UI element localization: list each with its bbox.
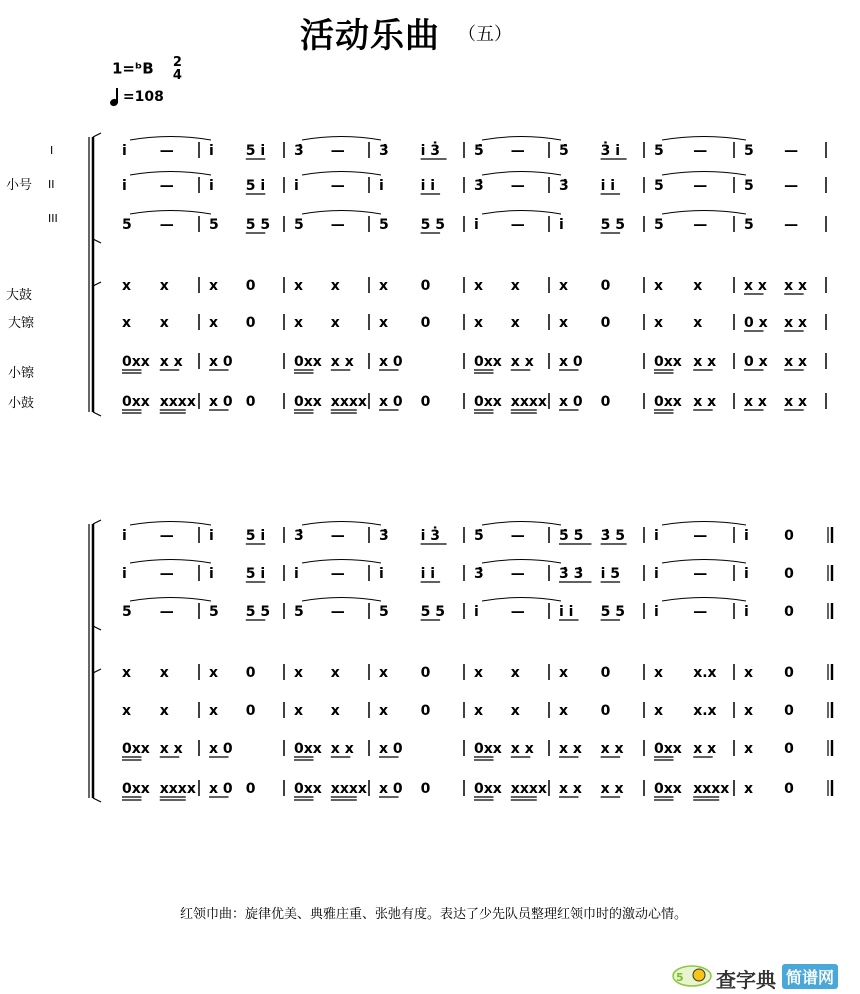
system2-row6-note: 0xx (654, 741, 682, 757)
system2-row7-note: 0 (245, 781, 256, 797)
system1-row7-note: xxxx (330, 394, 367, 410)
system1-row6-note: 0xx (474, 354, 502, 370)
system1-row5-note: x (510, 315, 520, 331)
system1-bracket-hook-top (93, 133, 101, 137)
system2-row3-note: — (330, 604, 345, 620)
system2-row7-note: 0 (420, 781, 431, 797)
trumpet-label: 小号 (6, 178, 33, 193)
system2-row2-note: i (122, 566, 127, 582)
system2-row3-note: 5 (209, 604, 219, 620)
system1-row5-note: 0 (420, 315, 431, 331)
site-name: 查字典 (716, 968, 776, 992)
system2-row3-note: — (159, 604, 174, 620)
system1-drum-hook-bottom (93, 412, 101, 416)
system1-row4-note: x (159, 278, 169, 294)
system2-row1-note: i (122, 528, 127, 544)
system1-row5-note: x (559, 315, 569, 331)
system1-row1-note: 5 (744, 143, 754, 159)
system2-row7-note: 0xx (122, 781, 150, 797)
system2-row7-note: 0xx (654, 781, 682, 797)
system2-row4-note: x (209, 665, 219, 681)
system2-tie (130, 598, 211, 602)
system2-row6-note: x 0 (379, 741, 403, 757)
system2-row1-note: 3̇ 5 (600, 528, 625, 544)
system1-row5-note: x (122, 315, 132, 331)
system2-row2-note: 0 (784, 566, 794, 582)
system1-tie (482, 211, 561, 215)
system2-row1-note: — (330, 528, 345, 544)
system2-row2-note: i (379, 566, 384, 582)
system1-row2-note: — (693, 178, 708, 194)
system1-row6-note: x x (330, 354, 354, 370)
system1-row6-note: 0 x (744, 354, 768, 370)
system1-tie (662, 137, 746, 141)
system1-row2-note: i (209, 178, 214, 194)
system2-row1-note: i (744, 528, 749, 544)
song-subtitle: （五） (458, 24, 512, 45)
system1-row7-note: 0 (420, 394, 431, 410)
system2-row5-note: 0 (420, 703, 431, 719)
system1-row7-note: 0xx (122, 394, 150, 410)
system2-row4-note: x (474, 665, 484, 681)
system2-row1-note: 3̇ (294, 528, 304, 544)
system2-row2-note: i (209, 566, 214, 582)
system2-row5-note: x (209, 703, 219, 719)
system2-row6-note: x x (159, 741, 183, 757)
system2-row4-note: x (294, 665, 304, 681)
system2-row7-note: xxxx (693, 781, 730, 797)
system1-tie (302, 172, 381, 176)
system1-row5-note: x (294, 315, 304, 331)
system1-row3-note: i (559, 217, 564, 233)
system2-row7-note: x x (600, 781, 624, 797)
system2-row4-note: x (330, 665, 340, 681)
system2-row7-note: 0 (784, 781, 794, 797)
system1-row3-note: 5 (744, 217, 754, 233)
system1-row7-note: xxxx (510, 394, 547, 410)
system1-row2-note: — (330, 178, 345, 194)
system2-row3-note: — (510, 604, 525, 620)
system1-row1-note: 5 (654, 143, 664, 159)
system1-row2-note: i (122, 178, 127, 194)
system2-row2-note: — (510, 566, 525, 582)
system1-tie (482, 137, 561, 141)
system1-tie (130, 211, 211, 215)
system1-row6-note: x x (159, 354, 183, 370)
system1-row3-note: 5 (379, 217, 389, 233)
system1-row5-note: x (379, 315, 389, 331)
voice-label-2: II (48, 178, 55, 191)
system1-row7-note: x 0 (559, 394, 583, 410)
bass-drum-label: 大鼓 (6, 288, 33, 303)
system1-row7-note: 0xx (474, 394, 502, 410)
system1-row5-note: 0 x (744, 315, 768, 331)
system2-row2-note: i i (420, 566, 436, 582)
time-bottom: 4 (172, 68, 182, 83)
system1-row7-note: x 0 (209, 394, 233, 410)
tempo-value: =108 (122, 89, 164, 105)
system1-row2-note: i (379, 178, 384, 194)
system2-tie (302, 560, 381, 564)
system1-row4-note: x x (744, 278, 767, 294)
system2-row6-note: 0xx (122, 741, 150, 757)
system1-tie (662, 172, 746, 176)
system2-row2-note: — (693, 566, 708, 582)
system1-row7-note: 0xx (294, 394, 322, 410)
system1-row2-note: 3̇ (559, 178, 569, 194)
system2-row2-note: i 5 (600, 566, 621, 582)
system1-row6-note: x 0 (559, 354, 583, 370)
system1-row4-note: x (379, 278, 389, 294)
system2-row2-note: i (744, 566, 749, 582)
system2-row2-note: — (330, 566, 345, 582)
system1-row4-note: x (654, 278, 664, 294)
system1-row4-note: x (474, 278, 484, 294)
small-cymbal-label: 小镲 (8, 366, 35, 381)
system1-tie (302, 211, 381, 215)
system1-row6-note: 0xx (294, 354, 322, 370)
system1-row5-note: x (693, 315, 703, 331)
system2-row3-note: 5 (294, 604, 304, 620)
description-caption: 红领巾曲：旋律优美、典雅庄重、张弛有度。表达了少先队员整理红领巾时的激动心情。 (180, 907, 688, 922)
system2-row2-note: 5 i (245, 566, 266, 582)
system2-row1-note: 5̇ 5̇ (559, 528, 584, 544)
system2-row1-note: 5̇ (474, 528, 484, 544)
system2-drum-hook-bottom (93, 798, 101, 802)
system2-row1-note: — (159, 528, 174, 544)
system1-row5-note: x x (784, 315, 808, 331)
system2-row5-note: x.x (693, 703, 717, 719)
system2-row3-note: 5 (379, 604, 389, 620)
system2-row4-note: x (559, 665, 569, 681)
system2-row3-note: — (693, 604, 708, 620)
system2-row7-note: xxxx (330, 781, 367, 797)
system2-row5-note: 0 (600, 703, 611, 719)
system2-tie (482, 522, 561, 526)
system2-row5-note: x (294, 703, 304, 719)
system1-row1-note: 3̇ (294, 143, 304, 159)
system2-row5-note: x (379, 703, 389, 719)
system1-row4-note: x (294, 278, 304, 294)
system1-row6-note: x 0 (379, 354, 403, 370)
system2-row3-note: 0 (784, 604, 794, 620)
system1-row3-note: — (159, 217, 174, 233)
system1-row4-note: x (510, 278, 520, 294)
system1-row5-note: x (159, 315, 169, 331)
system1-row2-note: — (510, 178, 525, 194)
system1-row1-note: i (209, 143, 214, 159)
system1-row1-note: — (330, 143, 345, 159)
system1-row6-note: x 0 (209, 354, 233, 370)
system1-row4-note: x (122, 278, 132, 294)
system2-row2-note: i (294, 566, 299, 582)
system2-tie (302, 522, 381, 526)
system1-row5-note: x (474, 315, 484, 331)
system1-row4-note: x (693, 278, 703, 294)
system2-row4-note: x (122, 665, 132, 681)
system1-row5-note: 0 (600, 315, 611, 331)
system1-row7-note: 0xx (654, 394, 682, 410)
system2-row3-note: i (474, 604, 479, 620)
system2-tie (662, 522, 746, 526)
system1-row1-note: 5̇ (559, 143, 569, 159)
system1-row2-note: i i (420, 178, 436, 194)
system2-row4-note: x (744, 665, 754, 681)
system1-row7-note: x 0 (379, 394, 403, 410)
system1-row5-note: 0 (245, 315, 256, 331)
time-top: 2 (172, 55, 182, 70)
system2-row2-note: — (159, 566, 174, 582)
system2-row3-note: i (744, 604, 749, 620)
system1-row3-note: 5 (294, 217, 304, 233)
system2-row4-note: x (510, 665, 520, 681)
system2-row4-note: 0 (420, 665, 431, 681)
system1-row2-note: — (159, 178, 174, 194)
system2-row6-note: 0 (784, 741, 794, 757)
system2-tie (482, 560, 561, 564)
system1-row1-note: — (693, 143, 708, 159)
system1-row7-note: x x (693, 394, 717, 410)
key-label: 1=ᵇB (112, 59, 154, 78)
system1-row4-note: x x (784, 278, 808, 294)
system1-row1-note: 3̇ (379, 143, 389, 159)
system1-row2-note: 5 (654, 178, 664, 194)
system1-tie (302, 137, 381, 141)
system1-row3-note: — (784, 217, 799, 233)
system2-tie (130, 560, 211, 564)
system2-row6-note: x x (693, 741, 717, 757)
system2-row6-note: x x (330, 741, 354, 757)
voice-label-3: III (48, 212, 58, 225)
system2-row6-note: x 0 (209, 741, 233, 757)
system2-row6-note: x (744, 741, 754, 757)
system2-tie (302, 598, 381, 602)
system2-row3-note: 5 5 (600, 604, 625, 620)
system1-row3-note: — (510, 217, 525, 233)
system1-row6-note: x x (510, 354, 534, 370)
system1-row3-note: i (474, 217, 479, 233)
system1-row2-note: i i (600, 178, 616, 194)
system1-row1-note: — (784, 143, 799, 159)
system1-row1-note: 5 i (245, 143, 266, 159)
system2-row6-note: 0xx (474, 741, 502, 757)
svg-text:5: 5 (676, 971, 684, 984)
system1-row3-note: 5 5 (600, 217, 625, 233)
system2-row7-note: 0xx (294, 781, 322, 797)
system2-row1-note: 3̇ (379, 528, 389, 544)
system2-row4-note: x (379, 665, 389, 681)
system1-row3-note: — (330, 217, 345, 233)
system1-row1-note: 3̇ i (600, 143, 621, 159)
system1-row3-note: 5 (654, 217, 664, 233)
system2-row2-note: 3̇ 3̇ (559, 566, 584, 582)
system1-row6-note: x x (693, 354, 717, 370)
system2-row1-note: 5 i (245, 528, 266, 544)
cymbal-label: 大镲 (8, 316, 35, 331)
site-watermark (672, 962, 854, 990)
system2-row3-note: 5 (122, 604, 132, 620)
system1-row3-note: 5 (122, 217, 132, 233)
system2-row5-note: 0 (245, 703, 256, 719)
system1-row2-note: i (294, 178, 299, 194)
system1-row4-note: 0 (420, 278, 431, 294)
system2-row1-note: i 3̇ (420, 528, 441, 544)
system1-row7-note: x x (784, 394, 808, 410)
system2-row4-note: 0 (600, 665, 611, 681)
system2-row5-note: x (122, 703, 132, 719)
system1-row7-note: xxxx (159, 394, 196, 410)
system2-row7-note: x (744, 781, 754, 797)
system2-bracket-hook-top (93, 520, 101, 524)
system1-row5-note: x (654, 315, 664, 331)
system2-row7-note: x x (559, 781, 582, 797)
system1-tie (130, 137, 211, 141)
system2-row5-note: x (654, 703, 664, 719)
system2-row5-note: x (559, 703, 569, 719)
song-title: 活动乐曲 (300, 16, 440, 56)
system2-row5-note: x (474, 703, 484, 719)
system1-row7-note: 0 (600, 394, 611, 410)
system1-row2-note: 5 i (245, 178, 266, 194)
system1-row4-note: 0 (600, 278, 611, 294)
system2-row7-note: x 0 (209, 781, 233, 797)
system1-row6-note: x x (784, 354, 808, 370)
site-badge: 简谱网 (782, 964, 838, 989)
system1-row5-note: x (209, 315, 219, 331)
system1-row4-note: x (209, 278, 219, 294)
system2-row1-note: i (209, 528, 214, 544)
system2-row4-note: x (654, 665, 664, 681)
system2-row4-note: x (159, 665, 169, 681)
system1-row7-note: 0 (245, 394, 256, 410)
system1-row2-note: 3̇ (474, 178, 484, 194)
system2-tie (482, 598, 561, 602)
system2-row3-note: i i (559, 604, 574, 620)
system1-row6-note: 0xx (654, 354, 682, 370)
system2-row6-note: x x (600, 741, 624, 757)
system2-row6-note: x x (510, 741, 534, 757)
system1-row4-note: x (330, 278, 340, 294)
system2-row1-note: — (510, 528, 525, 544)
system2-row4-note: x.x (693, 665, 717, 681)
system1-row3-note: 5 5 (420, 217, 445, 233)
system2-row1-note: i (654, 528, 659, 544)
system2-row3-note: i (654, 604, 659, 620)
system2-tie (662, 598, 746, 602)
system2-row7-note: x 0 (379, 781, 403, 797)
system2-row7-note: 0xx (474, 781, 502, 797)
system1-row6-note: 0xx (122, 354, 150, 370)
system2-row4-note: 0 (784, 665, 794, 681)
system2-row7-note: xxxx (510, 781, 547, 797)
system1-row7-note: x x (744, 394, 767, 410)
system2-row3-note: 5 5 (245, 604, 271, 620)
system1-row1-note: 5̇ (474, 143, 484, 159)
system2-row3-note: 5 5 (420, 604, 445, 620)
voice-label-1: I (50, 144, 54, 157)
system1-tie (130, 172, 211, 176)
system2-row2-note: i (654, 566, 659, 582)
system1-row1-note: — (159, 143, 174, 159)
system1-tie (482, 172, 561, 176)
system1-row3-note: — (693, 217, 708, 233)
system2-row1-note: 0 (784, 528, 794, 544)
system2-row5-note: x (330, 703, 340, 719)
system2-row7-note: xxxx (159, 781, 196, 797)
system1-row4-note: x (559, 278, 569, 294)
snare-label: 小鼓 (8, 396, 35, 411)
system2-row5-note: x (510, 703, 520, 719)
system1-row3-note: 5 5 (245, 217, 271, 233)
system1-row3-note: 5 (209, 217, 219, 233)
system2-tie (130, 522, 211, 526)
system1-tie (662, 211, 746, 215)
system1-row1-note: i (122, 143, 127, 159)
system2-tie (662, 560, 746, 564)
system2-row5-note: x (744, 703, 754, 719)
system1-row1-note: i 3̇ (420, 143, 441, 159)
system1-row4-note: 0 (245, 278, 256, 294)
system2-row4-note: 0 (245, 665, 256, 681)
system1-row1-note: — (510, 143, 525, 159)
system1-row5-note: x (330, 315, 340, 331)
system2-row6-note: 0xx (294, 741, 322, 757)
system1-row2-note: 5 (744, 178, 754, 194)
system2-row2-note: 3̇ (474, 566, 484, 582)
system2-row5-note: x (159, 703, 169, 719)
system2-row6-note: x x (559, 741, 582, 757)
system1-row2-note: — (784, 178, 799, 194)
site-logo-icon (672, 964, 712, 988)
system2-row5-note: 0 (784, 703, 794, 719)
system2-row1-note: — (693, 528, 708, 544)
